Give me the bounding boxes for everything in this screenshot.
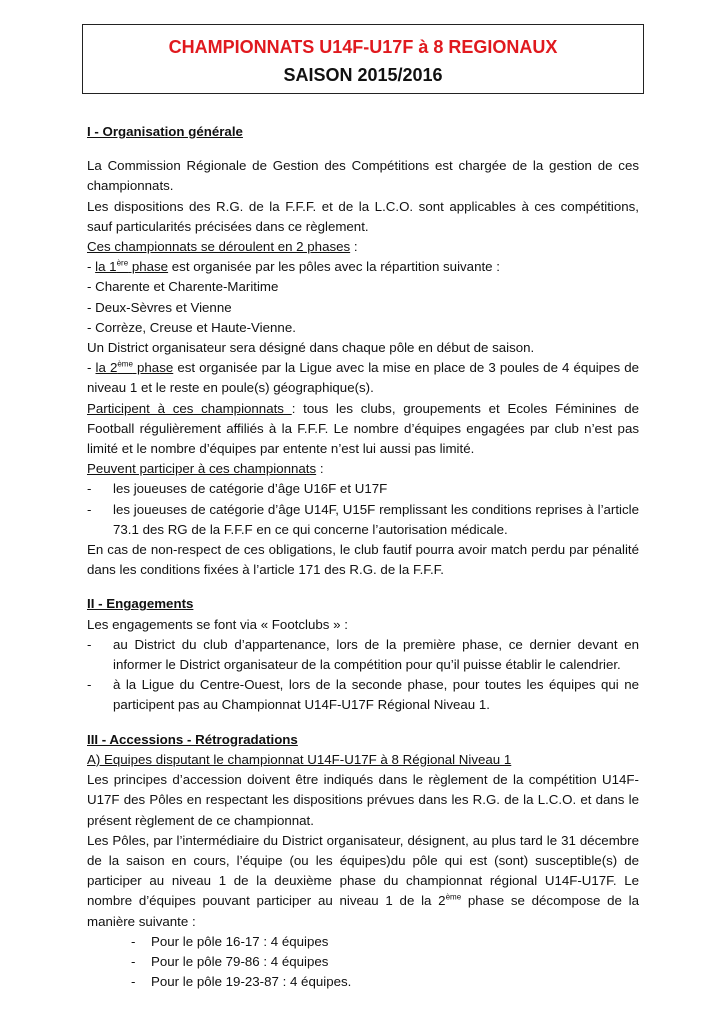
- paragraph-penalty: En cas de non-respect de ces obligations, le club fautif pourra avoir match perdu par pénalité dans les conditions fixées à l’article 171 des R.G. de la F.F.F.: [87, 542, 639, 578]
- phase2-rest: est organisée par la Ligue avec la mise en place de 3 poules de 4 équipes de niveau 1 et le reste en poule(s) géographique(s).: [87, 360, 639, 396]
- dash-bullet: -: [87, 636, 92, 652]
- paragraph-phases: [87, 237, 639, 257]
- phase1-sup: ère: [116, 258, 129, 268]
- paragraph-participants: [87, 399, 639, 460]
- paragraph-commission: La Commission Régionale de Gestion des Compétitions est chargée de la gestion de ces championnats.: [87, 158, 639, 194]
- list-item-text: Pour le pôle 16-17 : 4 équipes: [151, 933, 329, 949]
- phase1-label-a: la 1: [95, 259, 117, 275]
- poles-text-a: Les Pôles, par l’intermédiaire du District organisateur, désignent, au plus tard le 31 décembre de la saison en cours, l’équipe (ou les équipes)du pôle qui est (sont) susceptible(s) de participer au niveau 1 de la deuxième phase du championnat régional U14F-U17F. Le nombre d’équipes pouvant participer au niveau 1 de la 2: [87, 832, 639, 909]
- paragraph-phase2: [87, 358, 639, 398]
- document-body: [87, 122, 639, 992]
- phase2-label: [96, 360, 174, 375]
- paragraph-accession-principles: Les principes d’accession doivent être indiqués dans le règlement de la compétition U14F-U17F des Pôles en respectant les dispositions prévues dans les R.G. de la L.C.O. et dans le présent règlement de ce championnat.: [87, 772, 639, 828]
- list-item: [87, 932, 639, 952]
- list-item-text: à la Ligue du Centre-Ouest, lors de la seconde phase, pour toutes les équipes qui ne participent pas au Championnat U14F-U17F Régional Niveau 1.: [113, 677, 639, 713]
- poles-sup: ème: [445, 892, 462, 902]
- list-item: [87, 635, 639, 675]
- section-heading-organisation: I - Organisation générale: [87, 124, 243, 139]
- eligible-underlined: Peuvent participer à ces championnats: [87, 461, 317, 477]
- paragraph-dispositions: Les dispositions des R.G. de la F.F.F. et de la L.C.O. sont applicables à ces compétitions, sauf particularités précisées dans ce règlement.: [87, 198, 639, 234]
- dash-bullet: -: [87, 501, 92, 517]
- phase1-label-b: phase: [128, 259, 169, 275]
- phase1-label: [95, 259, 168, 274]
- dash-bullet: -: [87, 677, 92, 693]
- participants-underlined: Participent à ces championnats: [87, 400, 292, 416]
- phases-underlined: Ces championnats se déroulent en 2 phases: [87, 239, 351, 255]
- phase2-sup: ème: [117, 359, 133, 369]
- pole-item: - Charente et Charente-Maritime: [87, 279, 279, 295]
- paragraph-district: Un District organisateur sera désigné dans chaque pôle en début de saison.: [87, 340, 535, 356]
- subheading-niveau1: A) Equipes disputant le championnat U14F-U17F à 8 Régional Niveau 1: [87, 751, 512, 767]
- dash-bullet: -: [87, 481, 92, 497]
- phase2-label-b: phase: [132, 360, 174, 376]
- dash-bullet: -: [131, 953, 136, 969]
- phase2-prefix: -: [87, 360, 96, 376]
- pole-item: - Deux-Sèvres et Vienne: [87, 299, 232, 315]
- list-item-text: Pour le pôle 19-23-87 : 4 équipes.: [151, 974, 352, 990]
- list-item-text: les joueuses de catégorie d’âge U14F, U15F remplissant les conditions reprises à l’article 73.1 des RG de la F.F.F en ce qui concerne l’autorisation médicale.: [113, 501, 639, 537]
- list-item-text: les joueuses de catégorie d’âge U16F et U17F: [113, 481, 388, 497]
- list-item: [87, 675, 639, 715]
- paragraph-poles: [87, 831, 639, 932]
- section-heading-engagements: II - Engagements: [87, 596, 194, 612]
- participants-rest: : tous les clubs, groupements et Ecoles Féminines de Football régulièrement affiliés à la F.F.F. Le nombre d’équipes engagées par club n’est pas limité et le nombre d’équipes par entente n’est lui aussi pas limité.: [87, 400, 639, 457]
- eligible-rest: :: [316, 461, 324, 477]
- dash-bullet: -: [131, 974, 136, 990]
- phase2-label-a: la 2: [95, 360, 118, 376]
- phase1-rest: est organisée par les pôles avec la répartition suivante :: [168, 259, 500, 275]
- list-item-text: au District du club d’appartenance, lors de la première phase, ce dernier devant en informer le District organisateur de la compétition pour qu’il puisse établir le calendrier.: [113, 636, 639, 673]
- list-item: [87, 479, 639, 499]
- paragraph-eligible: [87, 459, 639, 479]
- season-label: SAISON 2015/2016: [283, 65, 443, 85]
- list-item: [87, 952, 639, 972]
- document-title: CHAMPIONNATS U14F-U17F à 8 REGIONAUX: [168, 37, 558, 57]
- paragraph-phase1: [87, 257, 639, 277]
- poles-text-b: phase se décompose de la manière suivante :: [87, 893, 639, 929]
- phase1-prefix: -: [87, 259, 96, 275]
- pole-item: - Corrèze, Creuse et Haute-Vienne.: [87, 319, 296, 335]
- list-item: [87, 500, 639, 540]
- section-heading-accessions: III - Accessions - Rétrogradations: [87, 731, 298, 747]
- dash-bullet: -: [131, 933, 136, 949]
- phases-rest: :: [350, 239, 358, 255]
- title-box: [82, 24, 644, 94]
- list-item: [87, 972, 639, 992]
- paragraph-engagements-intro: Les engagements se font via « Footclubs » :: [87, 616, 348, 632]
- list-item-text: Pour le pôle 79-86 : 4 équipes: [151, 953, 329, 969]
